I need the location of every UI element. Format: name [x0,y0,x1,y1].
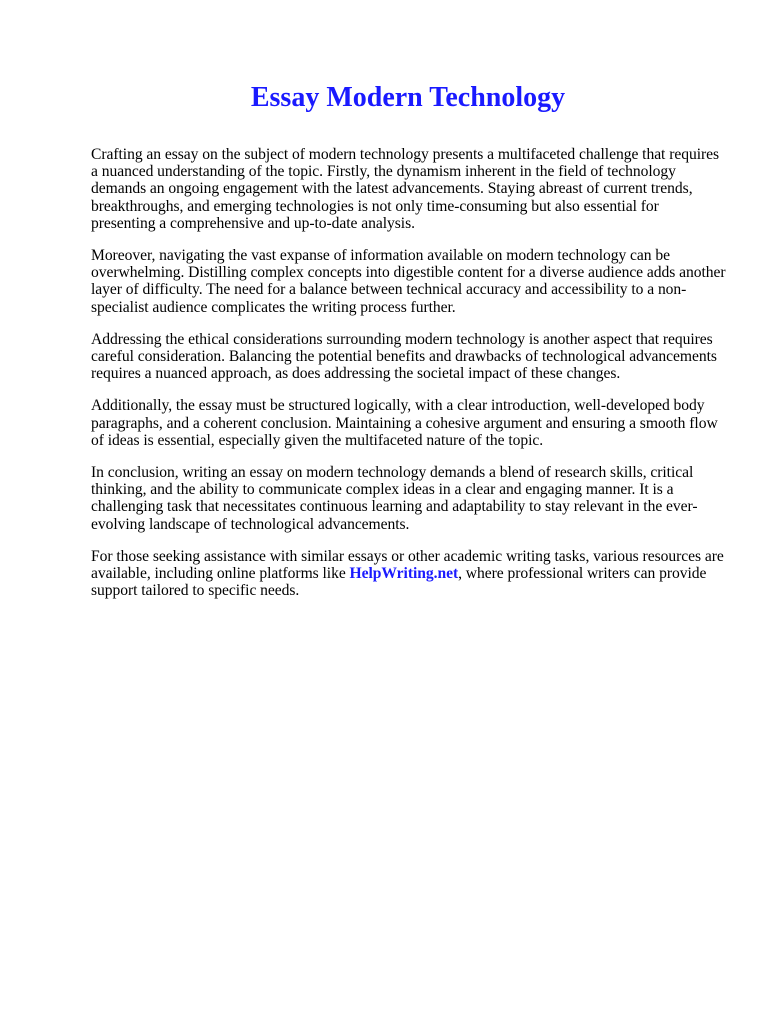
paragraph-6-text-before: For those seeking assistance with similar essays or other academic writing tasks, various resources are available, including online platforms like [91,547,724,583]
paragraph-6 [91,548,727,600]
page-title: Essay Modern Technology [250,82,566,113]
paragraph-3: Addressing the ethical considerations surrounding modern technology is another aspect that requires careful consideration. Balancing the potential benefits and drawbacks of technological advancements requires a nuanced approach, as does addressing the societal impact of these changes. [91,330,717,383]
paragraph-4: Additionally, the essay must be structured logically, with a clear introduction, well-developed body paragraphs, and a coherent conclusion. Maintaining a cohesive argument and ensuring a smooth flow of ideas is essential, especially given the multifaceted nature of the topic. [91,397,718,449]
helpwriting-link[interactable]: HelpWriting.net [349,565,459,583]
paragraph-6-text-after: , where professional writers can provide support tailored to specific needs. [91,565,707,600]
paragraph-5: In conclusion, writing an essay on modern technology demands a blend of research skills, critical thinking, and the ability to communicate complex ideas in a clear and engaging manner. It is a challenging task that necessitates continuous learning and adaptability to stay relevant in the ever-evolving landscape of technological advancements. [91,464,698,533]
paragraph-1: Crafting an essay on the subject of modern technology presents a multifaceted challenge that requires a nuanced understanding of the topic. Firstly, the dynamism inherent in the field of technology demands an ongoing engagement with the latest advancements. Staying abreast of current trends, breakthroughs, and emerging technologies is not only time-consuming but also essential for presenting a comprehensive and up-to-date analysis. [91,146,720,232]
essay-body [91,146,727,614]
paragraph-2: Moreover, navigating the vast expanse of information available on modern technology can be overwhelming. Distilling complex concepts into digestible content for a diverse audience adds another layer of difficulty. The need for a balance between technical accuracy and accessibility to a non-specialist audience complicates the writing process further. [91,247,726,316]
